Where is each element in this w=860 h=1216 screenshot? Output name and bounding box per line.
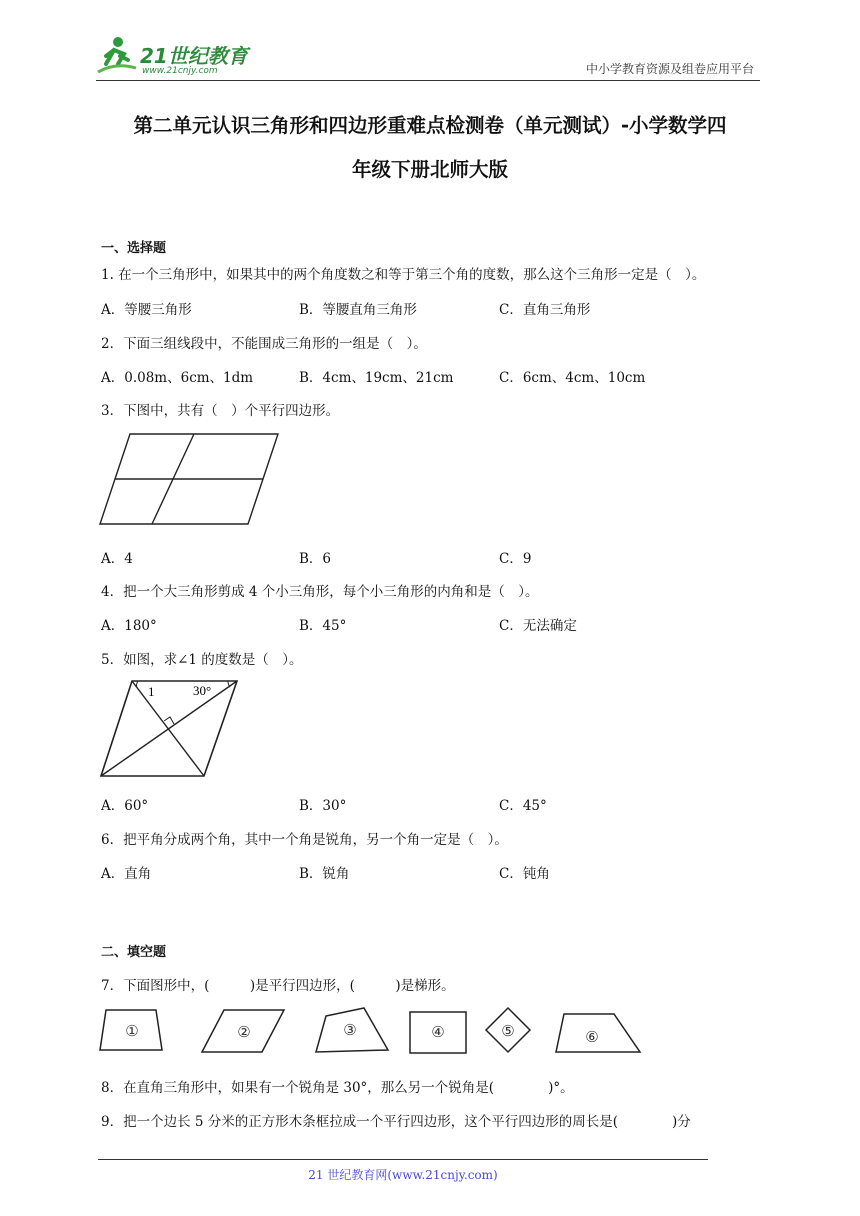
- q5-option-c: C．45°: [499, 798, 547, 814]
- question-8: 8．在直角三角形中，如果有一个锐角是 30°，那么另一个锐角是( )°。: [101, 1080, 574, 1096]
- q1-option-a: A．等腰三角形: [101, 302, 192, 318]
- q4-option-c: C．无法确定: [499, 618, 577, 634]
- question-9: 9．把一个边长 5 分米的正方形木条框拉成一个平行四边形，这个平行四边形的周长是( )分: [101, 1114, 691, 1130]
- q6-option-c: C．钝角: [499, 866, 550, 882]
- page-title-line2: 年级下册北师大版: [351, 158, 508, 181]
- section-heading-fill: 二、填空题: [101, 945, 167, 960]
- page-title-line1: 第二单元认识三角形和四边形重难点检测卷（单元测试）-小学数学四: [133, 114, 727, 137]
- question-6: 6．把平角分成两个角，其中一个角是锐角，另一个角一定是（ ）。: [101, 832, 508, 848]
- q4-option-b: B．45°: [299, 618, 347, 634]
- q1-option-b: B．等腰直角三角形: [299, 302, 417, 318]
- question-5: 5．如图，求∠1 的度数是（ ）。: [101, 652, 303, 668]
- header-tagline: 中小学教育资源及组卷应用平台: [585, 62, 754, 76]
- footer-text: 21 世纪教育网(www.21cnjy.com): [308, 1168, 498, 1182]
- q2-option-b: B．4cm、19cm、21cm: [299, 370, 454, 386]
- header-divider: [96, 80, 760, 81]
- q1-option-c: C．直角三角形: [499, 302, 591, 318]
- question-1: 1. 在一个三角形中，如果其中的两个角度数之和等于第三个角的度数，那么这个三角形一定是（ ）。: [101, 267, 706, 283]
- q6-option-a: A．直角: [101, 866, 152, 882]
- q3-option-c: C．9: [499, 551, 532, 567]
- shapes-figure: [98, 1006, 646, 1058]
- q3-option-a: A．4: [101, 551, 133, 567]
- shape-3-label: ③: [343, 1021, 357, 1039]
- question-3: 3．下图中，共有（ ）个平行四边形。: [101, 403, 340, 419]
- logo-url: www.21cnjy.com: [142, 66, 218, 76]
- q5-option-b: B．30°: [299, 798, 347, 814]
- footer-divider: [98, 1159, 708, 1160]
- question-4: 4．把一个大三角形剪成 4 个小三角形，每个小三角形的内角和是（ ）。: [101, 584, 539, 600]
- question-7: 7．下面图形中，( )是平行四边形，( )是梯形。: [101, 978, 455, 994]
- q5-option-a: A．60°: [101, 798, 149, 814]
- shape-5-label: ⑤: [501, 1022, 515, 1040]
- q6-option-b: B．锐角: [299, 866, 350, 882]
- q4-option-a: A．180°: [101, 618, 157, 634]
- q3-option-b: B．6: [299, 551, 332, 567]
- angle-30-label: 30°: [193, 683, 212, 698]
- parallelogram-grid-figure: [98, 430, 283, 528]
- q2-option-a: A．0.08m、6cm、1dm: [101, 370, 254, 386]
- shape-6-label: ⑥: [585, 1028, 599, 1046]
- q2-option-c: C．6cm、4cm、10cm: [499, 370, 646, 386]
- logo-text: 21世纪教育: [140, 44, 248, 68]
- angle-1-label: 1: [148, 684, 155, 699]
- logo: [96, 34, 256, 78]
- question-2: 2．下面三组线段中，不能围成三角形的一组是（ ）。: [101, 336, 427, 352]
- shape-1-label: ①: [125, 1022, 139, 1040]
- rhombus-angle-figure: [98, 678, 243, 780]
- shape-2-label: ②: [237, 1023, 251, 1041]
- shape-4-label: ④: [431, 1023, 445, 1041]
- section-heading-choice: 一、选择题: [101, 241, 167, 256]
